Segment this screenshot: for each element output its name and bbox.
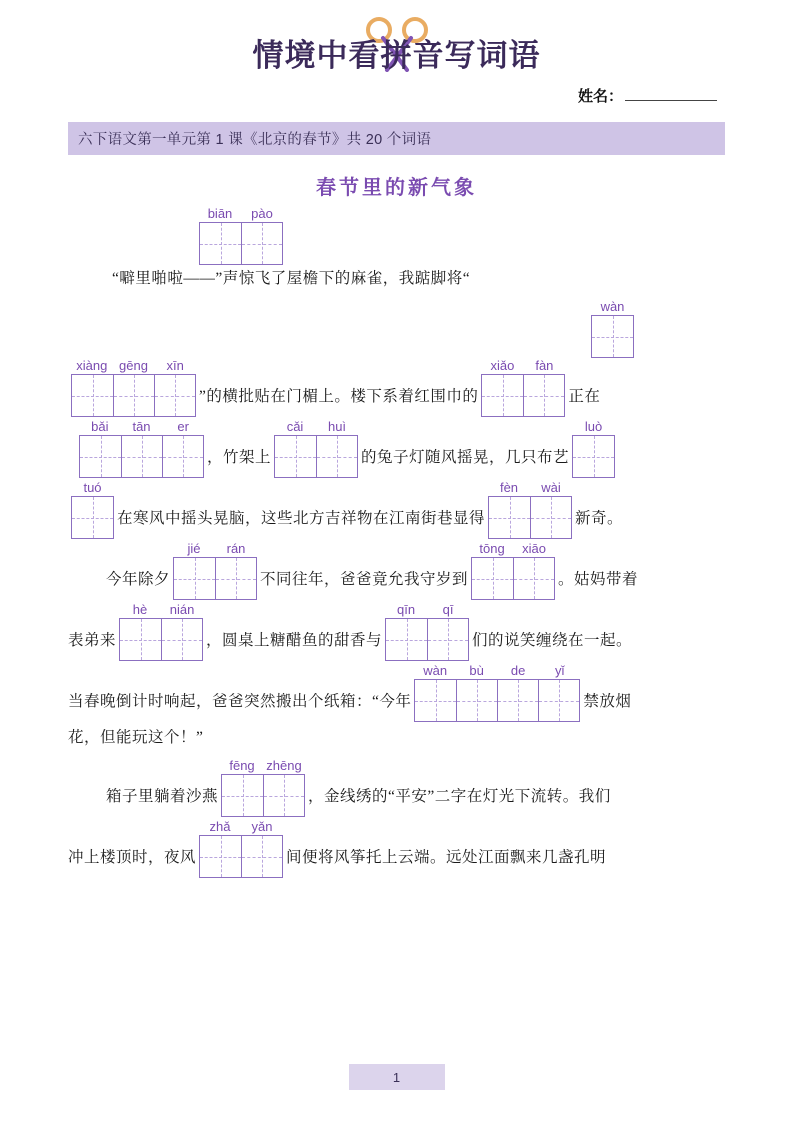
student-name-label: 姓名： <box>577 88 623 105</box>
pinyin-syllable: gēng <box>119 358 148 373</box>
passage-line <box>68 206 725 265</box>
text-18: 箱子里躺着沙燕 <box>106 787 219 805</box>
grid-luo[interactable] <box>572 419 615 478</box>
pinyin-syllable: zhēng <box>266 758 302 773</box>
pinyin-syllable: biān <box>207 206 233 221</box>
text-19: ，金线绣的“平安”二字在灯光下流转。我们 <box>308 787 611 805</box>
tianzige-box[interactable] <box>471 557 555 600</box>
pinyin-syllable: jié <box>187 541 201 556</box>
tianzige-box[interactable] <box>572 435 615 478</box>
passage-line <box>68 358 725 417</box>
pinyin-syllable: tān <box>132 419 151 434</box>
tianzige-cell[interactable] <box>154 375 195 416</box>
passage-line <box>68 419 725 478</box>
text-13: ，圆桌上糖醋鱼的甜香与 <box>206 631 383 649</box>
pinyin-syllable: fàn <box>535 358 554 373</box>
tianzige-cell[interactable] <box>113 375 154 416</box>
text-9: 今年除夕 <box>106 570 171 588</box>
grid-bianpao[interactable] <box>199 206 283 265</box>
pinyin-syllable: nián <box>169 602 195 617</box>
tianzige-cell[interactable] <box>573 436 614 477</box>
grid-tuo[interactable] <box>71 480 114 539</box>
text-7: 在寒风中摇头晃脑，这些北方吉祥物在江南街巷显得 <box>117 509 486 527</box>
pinyin-syllable: cǎi <box>286 419 304 434</box>
tianzige-box[interactable] <box>173 557 257 600</box>
tianzige-cell[interactable] <box>456 680 497 721</box>
pinyin-syllable: fèn <box>499 480 519 495</box>
text-8: 新奇。 <box>575 509 624 527</box>
passage-line <box>68 663 725 722</box>
tianzige-box[interactable] <box>199 835 283 878</box>
tianzige-cell[interactable] <box>482 375 523 416</box>
tianzige-cell[interactable] <box>222 775 263 816</box>
text-16: 禁放烟 <box>583 692 632 710</box>
passage-line <box>68 819 725 878</box>
grid-xianggengxin[interactable] <box>71 358 196 417</box>
text-11: 。姑妈带着 <box>558 570 639 588</box>
passage-line <box>68 602 725 661</box>
grid-henian[interactable] <box>119 602 203 661</box>
text-12: 表弟来 <box>68 631 117 649</box>
tianzige-box[interactable] <box>79 435 204 478</box>
tianzige-box[interactable] <box>591 315 634 358</box>
text-17: 花，但能玩这个！” <box>68 728 204 746</box>
tianzige-cell[interactable] <box>472 558 513 599</box>
pinyin-syllable: zhǎ <box>209 819 231 834</box>
tianzige-cell[interactable] <box>72 497 113 538</box>
tianzige-box[interactable] <box>199 222 283 265</box>
pinyin-syllable: luò <box>584 419 603 434</box>
pinyin-syllable: xiāo <box>522 541 546 556</box>
text-2: 声惊飞了屋檐下的麻雀，我踮脚将“ <box>222 269 471 287</box>
tianzige-box[interactable] <box>481 374 565 417</box>
pinyin-syllable: tōng <box>479 541 505 556</box>
pinyin-syllable: qī <box>442 602 454 617</box>
page-number: 1 <box>349 1064 445 1090</box>
pinyin-syllable: xīn <box>166 358 184 373</box>
pinyin-syllable: huì <box>327 419 347 434</box>
tianzige-box[interactable] <box>274 435 358 478</box>
tianzige-box[interactable] <box>221 774 305 817</box>
passage-line <box>68 758 725 817</box>
pinyin-syllable: xiàng <box>76 358 108 373</box>
tianzige-cell[interactable] <box>497 680 538 721</box>
tianzige-box[interactable] <box>71 374 196 417</box>
text-15: 当春晚倒计时响起，爸爸突然搬出个纸箱：“今年 <box>68 692 412 710</box>
pinyin-row <box>71 480 114 495</box>
pinyin-row <box>385 602 469 617</box>
student-name-field[interactable] <box>578 85 717 106</box>
pinyin-syllable: de <box>510 663 526 678</box>
tianzige-cell[interactable] <box>121 436 162 477</box>
pinyin-row <box>488 480 572 495</box>
tianzige-cell[interactable] <box>72 375 113 416</box>
pinyin-syllable: er <box>177 419 189 434</box>
grid-baitaner[interactable] <box>79 419 204 478</box>
pinyin-row <box>79 419 204 434</box>
text-10: 不同往年，爸爸竟允我守岁到 <box>260 570 469 588</box>
pinyin-syllable: rán <box>226 541 246 556</box>
tianzige-cell[interactable] <box>80 436 121 477</box>
passage-line <box>68 299 725 358</box>
pinyin-syllable: yǎn <box>251 819 273 834</box>
pinyin-row <box>71 358 196 373</box>
tianzige-box[interactable] <box>385 618 469 661</box>
grid-qinqi[interactable] <box>385 602 469 661</box>
tianzige-box[interactable] <box>71 496 114 539</box>
pinyin-syllable: xiǎo <box>490 358 515 373</box>
tianzige-cell[interactable] <box>386 619 427 660</box>
grid-caihui[interactable] <box>274 419 358 478</box>
pinyin-syllable: wài <box>541 480 561 495</box>
tianzige-cell[interactable] <box>523 375 564 416</box>
tianzige-cell[interactable] <box>489 497 530 538</box>
text-1: “噼里啪啦——” <box>112 269 223 287</box>
pinyin-row <box>199 819 283 834</box>
pinyin-row <box>221 758 305 773</box>
page-header <box>68 0 725 112</box>
tianzige-cell[interactable] <box>241 223 282 264</box>
text-4: 正在 <box>568 387 601 405</box>
pinyin-row <box>414 663 580 678</box>
tianzige-box[interactable] <box>488 496 572 539</box>
pinyin-row <box>572 419 615 434</box>
tianzige-cell[interactable] <box>263 775 304 816</box>
pinyin-syllable: wàn <box>423 663 448 678</box>
student-name-blank[interactable] <box>625 87 717 101</box>
pinyin-syllable: hè <box>132 602 148 617</box>
pinyin-row <box>199 206 283 221</box>
grid-wan[interactable] <box>591 299 634 358</box>
text-20: 冲上楼顶时，夜风 <box>68 848 197 866</box>
pinyin-syllable: fēng <box>229 758 255 773</box>
passage-line <box>68 724 725 758</box>
tianzige-cell[interactable] <box>513 558 554 599</box>
tianzige-cell[interactable] <box>120 619 161 660</box>
tianzige-cell[interactable] <box>415 680 456 721</box>
passage-title: 春节里的新气象 <box>316 177 477 199</box>
page-title: 情境中看拼音写词语 <box>252 38 541 73</box>
grid-wanbudeyi[interactable] <box>414 663 580 722</box>
text-21: 间便将风筝托上云端。远处江面飘来几盏孔明 <box>286 848 607 866</box>
grid-fengzheng[interactable] <box>221 758 305 817</box>
tianzige-cell[interactable] <box>538 680 579 721</box>
tianzige-cell[interactable] <box>161 619 202 660</box>
tianzige-box[interactable] <box>119 618 203 661</box>
tianzige-cell[interactable] <box>162 436 203 477</box>
tianzige-cell[interactable] <box>174 558 215 599</box>
grid-tongxiao[interactable] <box>471 541 555 600</box>
tianzige-cell[interactable] <box>530 497 571 538</box>
pinyin-syllable: pào <box>251 206 273 221</box>
text-6: 的兔子灯随风摇晃，几只布艺 <box>361 448 570 466</box>
tianzige-cell[interactable] <box>215 558 256 599</box>
pinyin-syllable: tuó <box>83 480 102 495</box>
pinyin-syllable: wàn <box>600 299 625 314</box>
pinyin-row <box>471 541 555 556</box>
tianzige-cell[interactable] <box>427 619 468 660</box>
pinyin-row <box>591 299 634 314</box>
grid-zhayan[interactable] <box>199 819 283 878</box>
pinyin-syllable: bǎi <box>91 419 109 434</box>
text-5: ，竹架上 <box>207 448 272 466</box>
pinyin-row <box>119 602 203 617</box>
passage-line <box>68 541 725 600</box>
tianzige-cell[interactable] <box>316 436 357 477</box>
pinyin-row <box>274 419 358 434</box>
passage-line <box>68 480 725 539</box>
grid-fenwai[interactable] <box>488 480 572 539</box>
tianzige-cell[interactable] <box>592 316 633 357</box>
tianzige-cell[interactable] <box>200 223 241 264</box>
tianzige-box[interactable] <box>414 679 580 722</box>
pinyin-syllable: bù <box>469 663 484 678</box>
tianzige-cell[interactable] <box>200 836 241 877</box>
tianzige-cell[interactable] <box>241 836 282 877</box>
text-14: 们的说笑缠绕在一起。 <box>472 631 633 649</box>
passage-line <box>68 265 725 299</box>
passage-body <box>68 206 725 878</box>
pinyin-row <box>481 358 565 373</box>
pinyin-row <box>173 541 257 556</box>
lesson-banner: 六下语文第一单元第 1 课《北京的春节》共 20 个词语 <box>68 122 725 155</box>
text-3: ”的横批贴在门楣上。楼下系着红围巾的 <box>199 387 479 405</box>
grid-xiaofan[interactable] <box>481 358 565 417</box>
grid-jieran[interactable] <box>173 541 257 600</box>
tianzige-cell[interactable] <box>275 436 316 477</box>
pinyin-syllable: qīn <box>396 602 416 617</box>
pinyin-syllable: yǐ <box>554 663 565 678</box>
